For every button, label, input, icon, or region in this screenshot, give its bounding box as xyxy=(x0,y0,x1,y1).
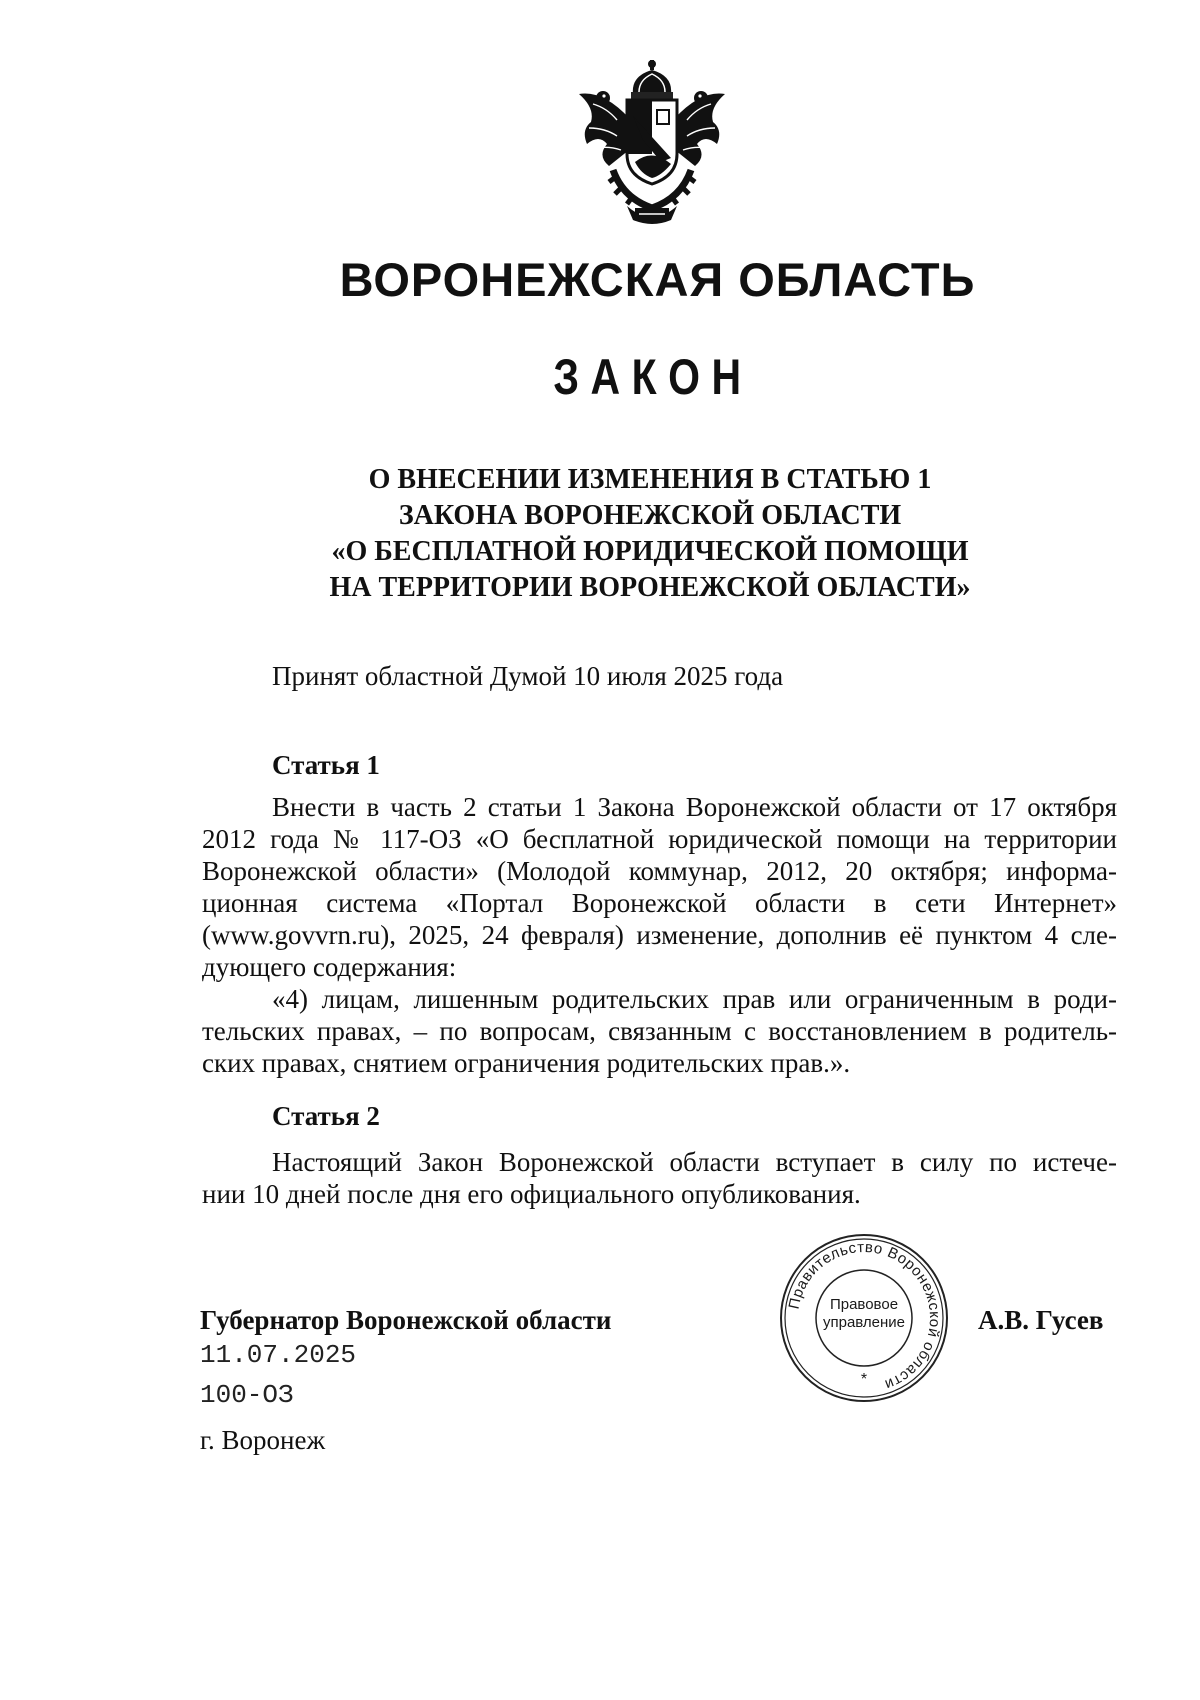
official-stamp xyxy=(778,1232,950,1404)
stamp-star: * xyxy=(860,1371,868,1388)
document-type-heading: ЗАКОН xyxy=(553,349,753,405)
signing-city: г. Воронеж xyxy=(200,1425,326,1455)
law-title-line: О ВНЕСЕНИИ ИЗМЕНЕНИЯ В СТАТЬЮ 1 xyxy=(368,464,932,495)
text-line: тельских правах, – по вопросам, связанным с восстановлением в родитель- xyxy=(202,1016,1117,1046)
stamp-center-text xyxy=(822,1296,906,1332)
stamp-center-line: управление xyxy=(822,1314,906,1331)
right-eagle-icon xyxy=(675,91,725,166)
crown-icon xyxy=(631,60,673,99)
text-line: ских правах, снятием ограничения родительских прав.». xyxy=(202,1048,851,1078)
shield-icon xyxy=(627,100,677,184)
text-line: 2012 года № 117-ОЗ «О бесплатной юридической помощи на территории xyxy=(202,824,1117,854)
article-1-paragraph-2 xyxy=(202,983,1117,1079)
law-title-line: «О БЕСПЛАТНОЙ ЮРИДИЧЕСКОЙ ПОМОЩИ xyxy=(331,536,969,567)
law-title xyxy=(200,462,1100,606)
law-number: 100-ОЗ xyxy=(200,1380,294,1410)
text-line: дующего содержания: xyxy=(202,952,457,982)
text-line: ционная система «Портал Воронежской области в сети Интернет» xyxy=(202,888,1117,918)
article-2-paragraph xyxy=(202,1146,1117,1210)
law-date: 11.07.2025 xyxy=(200,1340,357,1370)
stamp-center-line: Правовое xyxy=(829,1296,899,1313)
text-line: нии 10 дней после дня его официального опубликования. xyxy=(202,1179,861,1209)
text-line: Воронежской области» (Молодой коммунар, 2012, 20 октября; информа- xyxy=(202,856,1117,886)
article-2-heading: Статья 2 xyxy=(272,1101,380,1131)
adoption-note: Принят областной Думой 10 июля 2025 года xyxy=(272,661,784,691)
signer-name: А.В. Гусев xyxy=(978,1305,1104,1335)
text-line: Внести в часть 2 статьи 1 Закона Воронежской области от 17 октября xyxy=(272,792,1117,822)
coat-of-arms-emblem xyxy=(573,58,731,228)
signer-position: Губернатор Воронежской области xyxy=(200,1305,612,1335)
law-title-line: НА ТЕРРИТОРИИ ВОРОНЕЖСКОЙ ОБЛАСТИ» xyxy=(329,572,971,603)
stamp-ring-text: Правительство Воронежской области xyxy=(785,1238,944,1394)
left-eagle-icon xyxy=(579,91,629,166)
text-line: (www.govvrn.ru), 2025, 24 февраля) изменение, дополнив её пунктом 4 сле- xyxy=(202,920,1117,950)
law-title-line: ЗАКОНА ВОРОНЕЖСКОЙ ОБЛАСТИ xyxy=(398,500,902,531)
article-1-paragraph-1 xyxy=(202,791,1117,983)
article-1-heading: Статья 1 xyxy=(272,750,380,780)
text-line: Настоящий Закон Воронежской области вступает в силу по истече- xyxy=(272,1147,1117,1177)
region-title: ВОРОНЕЖСКАЯ ОБЛАСТЬ xyxy=(339,253,976,306)
text-line: «4) лицам, лишенным родительских прав или ограниченным в роди- xyxy=(272,984,1117,1014)
